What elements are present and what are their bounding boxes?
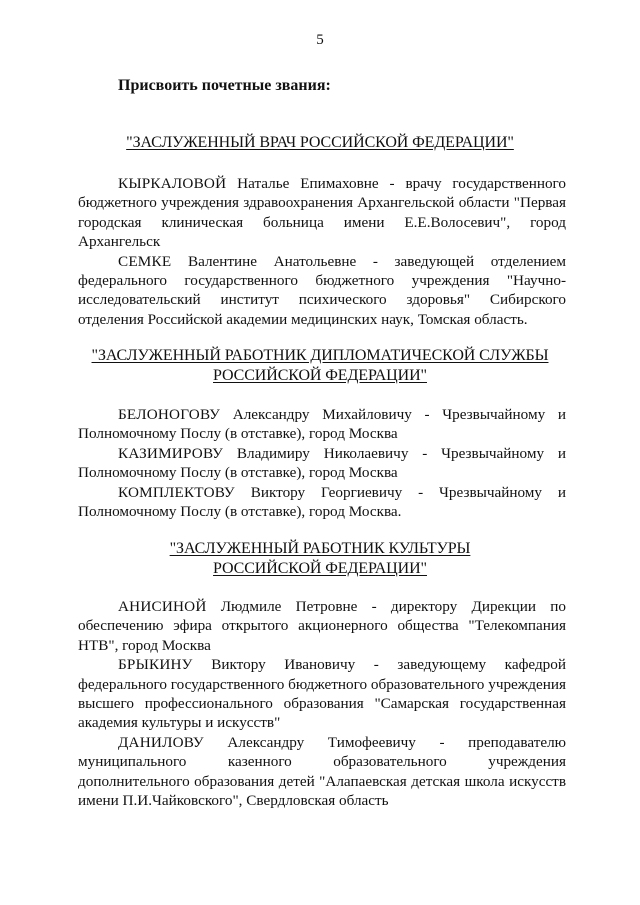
award-entry [78,733,566,811]
recipient-surname: БЕЛОНОГОВУ [118,406,221,423]
document-heading: Присвоить почетные звания: [118,77,331,94]
recipient-details: Валентине Анатольевне - заведующей отделением федерального государственного бюджетного учреждения "Научно-исследовательский институт психического здоровья" Сибирского отделения Российской академии медицинских наук, Томская область. [78,252,566,328]
section-title-line: "ЗАСЛУЖЕННЫЙ РАБОТНИК ДИПЛОМАТИЧЕСКОЙ СЛУЖБЫ [91,347,549,364]
section-title-line: РОССИЙСКОЙ ФЕДЕРАЦИИ" [213,560,427,577]
recipient-surname: КОМПЛЕКТОВУ [118,483,235,501]
recipient-surname: СЕМКЕ [118,252,172,270]
recipient-details: Владимиру Николаевичу - Чрезвычайному и Полномочному Послу (в отставке), город Москва [78,444,566,482]
recipient-details: Александру Тимофеевичу - преподавателю муниципального казенного образовательного учреждения дополнительного образования детей "Алапаевская детская школа искусств имени П.И.Чайковского", Свердловская область [78,733,566,810]
award-entry [78,252,566,330]
recipient-details: Виктору Ивановичу - заведующему кафедрой федерального государственного бюджетного образовательного учреждения высшего профессионального образования "Самарская государственная академия культуры и искусств" [78,656,566,732]
section-title-honored-doctor [60,133,580,153]
section-entries-honored-culture-worker [78,597,566,810]
recipient-surname: ДАНИЛОВУ [118,733,204,751]
recipient-details: Людмиле Петровне - директору Дирекции по обеспечению эфира открытого акционерного общества "Телекомпания НТВ", город Москва [78,598,566,654]
section-title-honored-diplomat [60,346,580,386]
award-entry [78,483,566,522]
award-entry [78,655,566,733]
section-entries-honored-diplomat [78,405,566,521]
page-number: 5 [316,32,324,48]
section-title-line: "ЗАСЛУЖЕННЫЙ ВРАЧ РОССИЙСКОЙ ФЕДЕРАЦИИ" [126,134,514,151]
recipient-details: Виктору Георгиевичу - Чрезвычайному и Полномочному Послу (в отставке), город Москва. [78,483,566,521]
award-entry [78,597,566,655]
recipient-surname: КЫРКАЛОВОЙ [118,175,227,192]
recipient-surname: АНИСИНОЙ [118,598,207,615]
section-title-line: "ЗАСЛУЖЕННЫЙ РАБОТНИК КУЛЬТУРЫ [169,540,471,557]
award-entry [78,405,566,444]
section-entries-honored-doctor [78,174,566,329]
recipient-details: Александру Михайловичу - Чрезвычайному и Полномочному Послу (в отставке), город Москва [78,406,566,443]
section-title-honored-culture-worker [60,539,580,579]
award-entry [78,444,566,483]
recipient-surname: КАЗИМИРОВУ [118,444,224,462]
award-entry [78,174,566,252]
recipient-surname: БРЫКИНУ [118,656,193,674]
section-title-line: РОССИЙСКОЙ ФЕДЕРАЦИИ" [213,367,427,384]
recipient-details: Наталье Епимаховне - врачу государственного бюджетного учреждения здравоохранения Архангельской области "Первая городская клиническая больница имени Е.Е.Волосевич", город Архангельск [78,175,566,251]
